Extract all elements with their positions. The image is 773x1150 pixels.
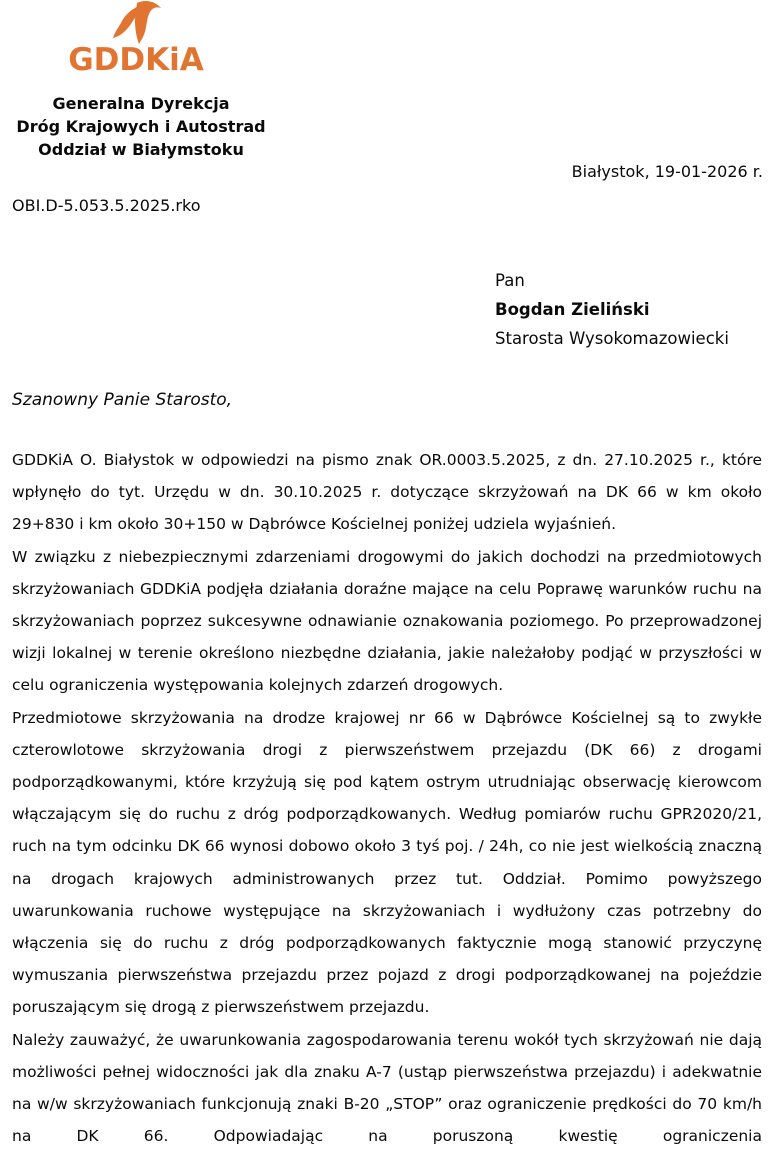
org-line-1: Generalna Dyrekcja: [52, 94, 230, 113]
org-line-2: Dróg Krajowych i Autostrad: [16, 117, 266, 136]
letter-body: [12, 444, 762, 1150]
body-paragraph: GDDKiA O. Białystok w odpowiedzi na pismo znak OR.0003.5.2025, z dn. 27.10.2025 r., które wpłynęło do tyt. Urzędu w dn. 30.10.2025 r. dotyczące skrzyżowań na DK 66 w km około 29+830 i km około 30+150 w Dąbrówce Kościelnej poniżej udziela wyjaśnień.: [12, 451, 762, 534]
gddkia-logo: [68, 0, 204, 78]
gddkia-road-icon: [110, 0, 162, 44]
greeting-line: Szanowny Panie Starosto,: [12, 390, 233, 410]
letterhead-org-block: [0, 92, 282, 161]
recipient-block: [495, 266, 729, 353]
recipient-prefix: Pan: [495, 271, 525, 290]
place-and-date: Białystok, 19-01-2026 r.: [571, 162, 763, 181]
org-line-3: Oddział w Białymstoku: [38, 140, 244, 159]
body-paragraph: Należy zauważyć, że uwarunkowania zagospodarowania terenu wokół tych skrzyżowań nie dają możliwości pełnej widoczności jak dla znaku A-7 (ustąp pierwszeństwa przejazdu) i adekwatnie na w/w skrzyżowaniach funkcjonują znaki B-20 „STOP” oraz ograniczenie prędkości do 70 km/h na DK 66. Odpowiadając na poruszoną kwestię ograniczenia: [12, 1030, 762, 1146]
body-paragraph: Przedmiotowe skrzyżowania na drodze krajowej nr 66 w Dąbrówce Kościelnej są to zwykłe czterowlotowe skrzyżowania drogi z pierwszeństwem przejazdu (DK 66) z drogami podporządkowanymi, które krzyżują się pod kątem ostrym utrudniając obserwację kierowcom włączającym się do ruchu z dróg podporządkowanych. Według pomiarów ruchu GPR2020/21, ruch na tym odcinku DK 66 wynosi dobowo około 3 tyś poj. / 24h, co nie jest wielkością znaczną na drogach krajowych administrowanych przez tut. Oddział. Pomimo powyższego uwarunkowania ruchowe występujące na skrzyżowaniach i wydłużony czas potrzebny do włączenia się do ruchu z dróg podporządkowanych faktycznie mogą stanowić przyczynę wymuszania pierwszeństwa przejazdu przez pojazd z drogi podporządkowanej na pojeździe poruszającym się drogą z pierwszeństwem przejazdu.: [12, 708, 762, 1017]
recipient-name: Bogdan Zieliński: [495, 300, 650, 319]
gddkia-logo-text: GDDKiA: [68, 42, 204, 78]
reference-number: OBI.D-5.053.5.2025.rko: [12, 196, 201, 215]
body-paragraph: W związku z niebezpiecznymi zdarzeniami drogowymi do jakich dochodzi na przedmiotowych skrzyżowaniach GDDKiA podjęła działania doraźne mające na celu Poprawę warunków ruchu na skrzyżowaniach poprzez sukcesywne odnawianie oznakowania poziomego. Po przeprowadzonej wizji lokalnej w terenie określono niezbędne działania, jakie należałoby podjąć w przyszłości w celu ograniczenia występowania kolejnych zdarzeń drogowych.: [12, 547, 762, 695]
recipient-title: Starosta Wysokomazowiecki: [495, 329, 729, 348]
